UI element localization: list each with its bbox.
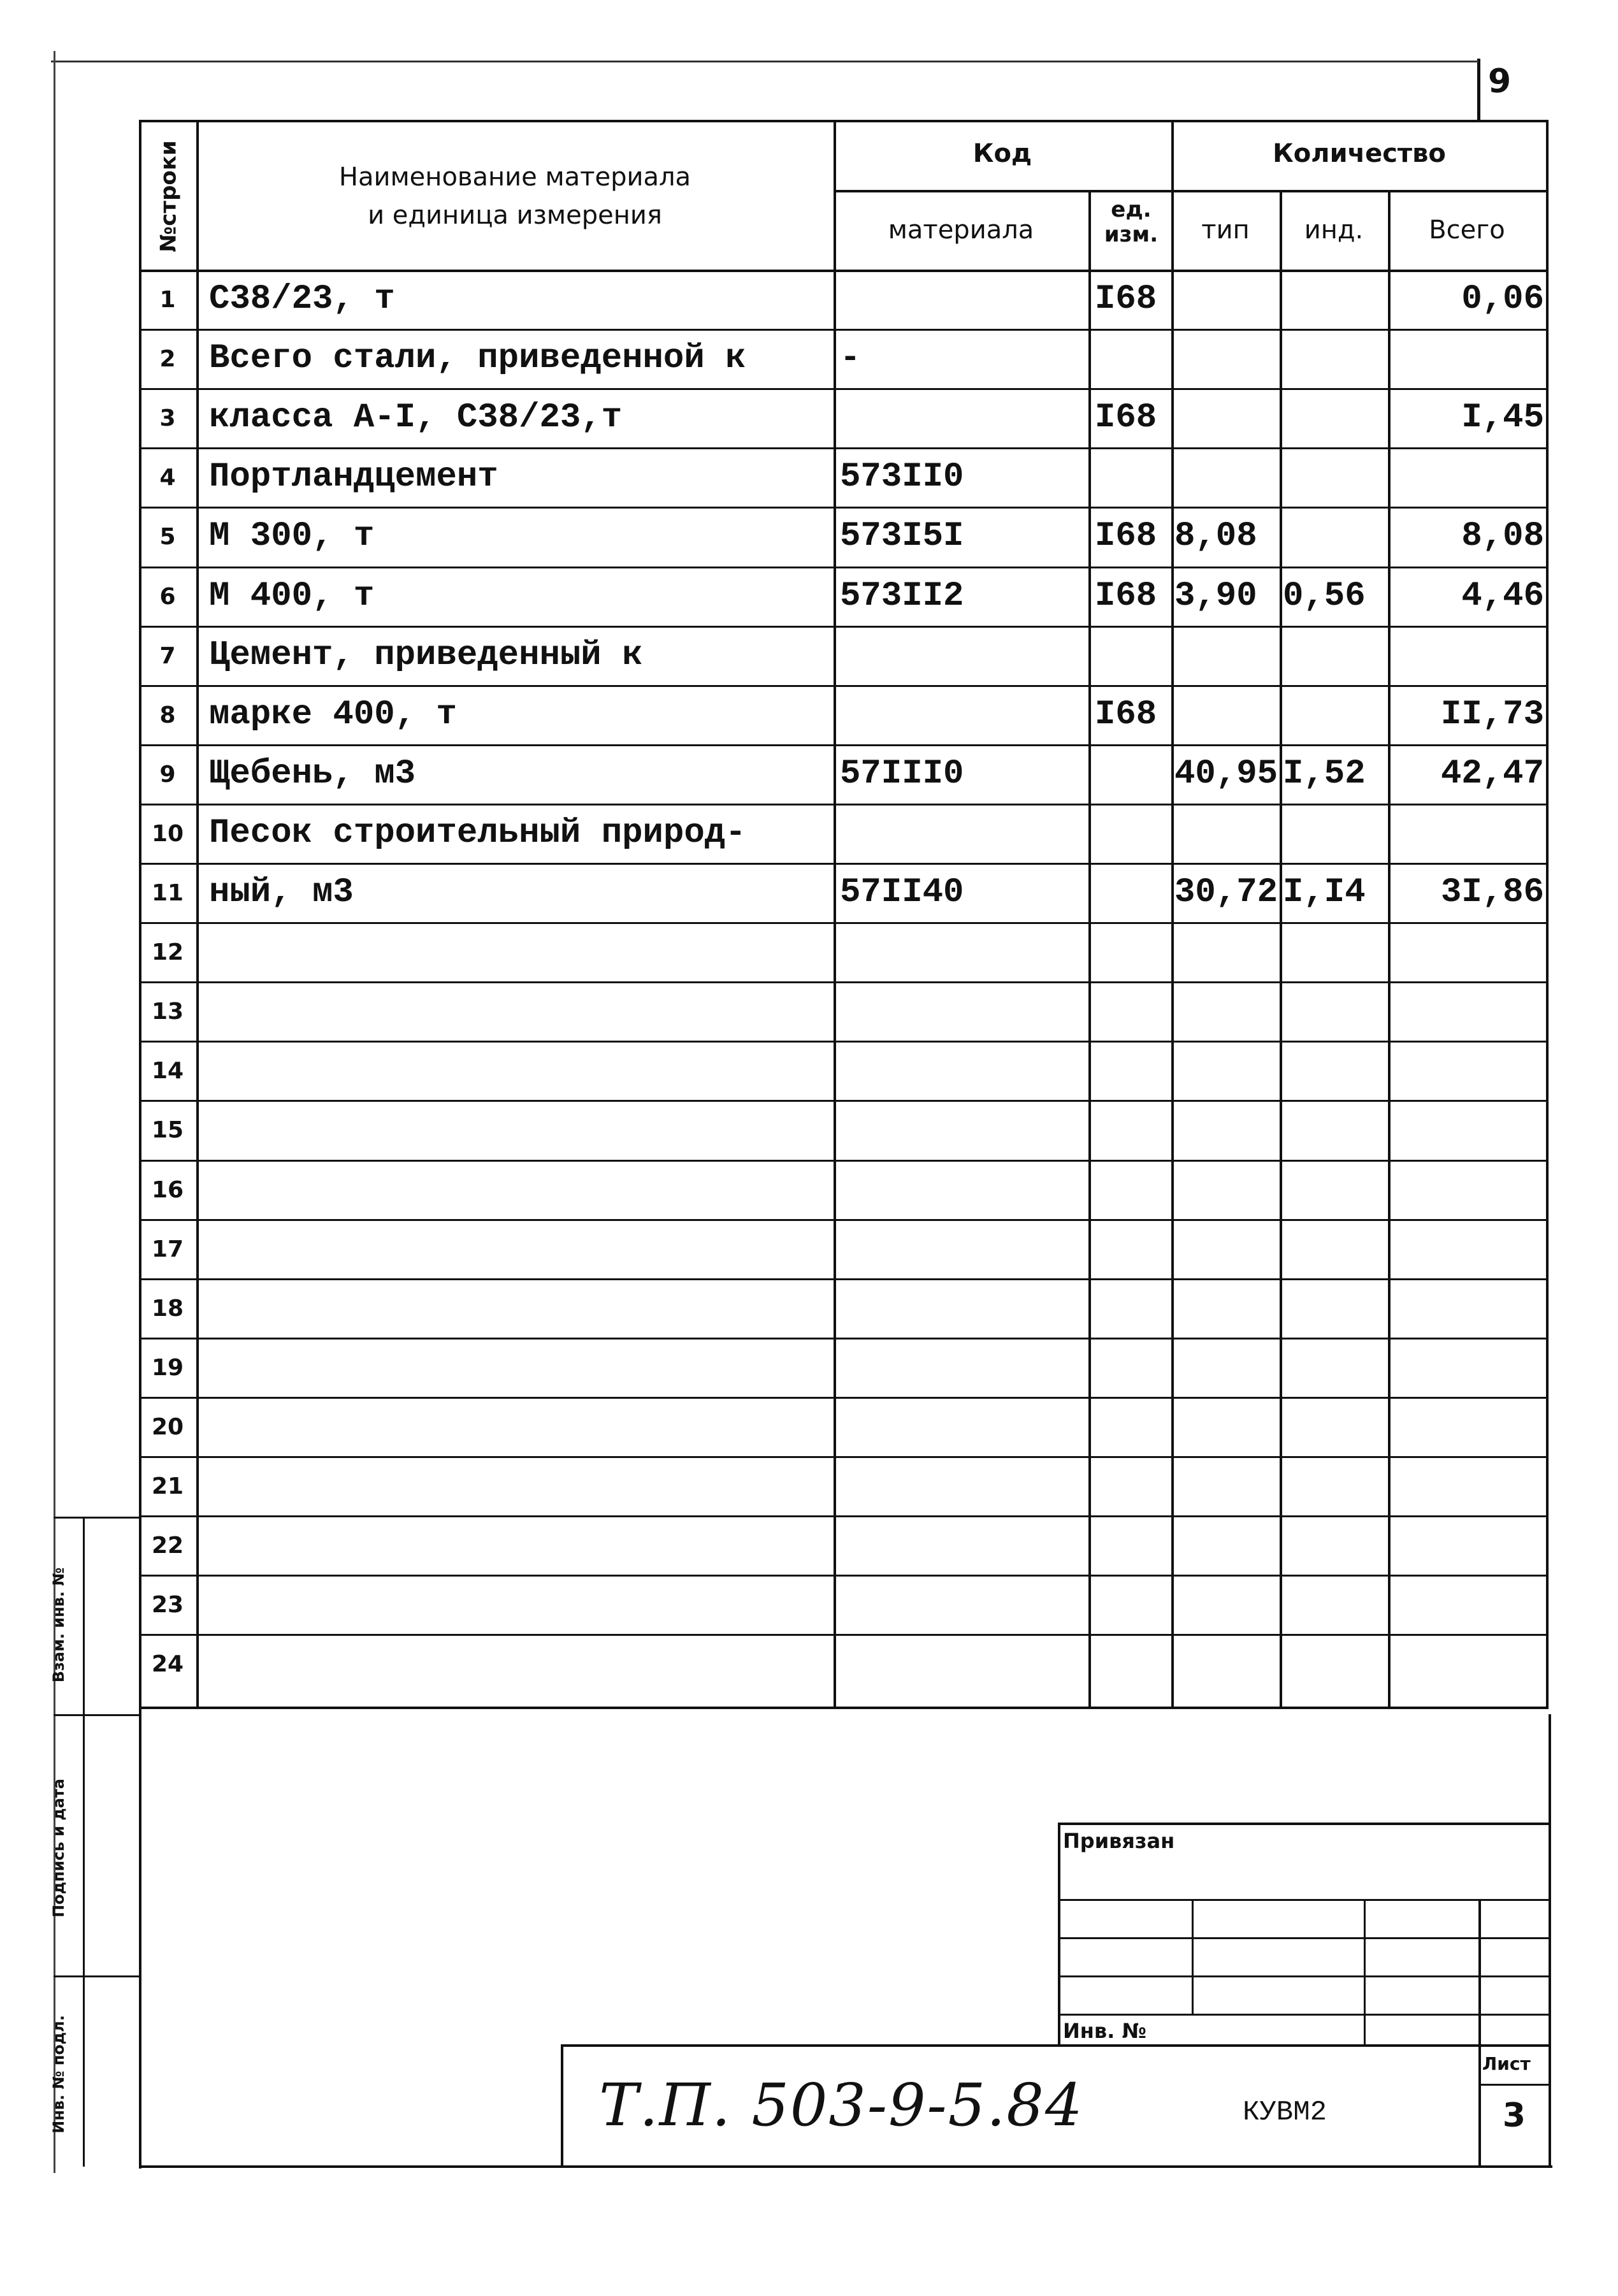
header-code: Код (972, 139, 1032, 168)
cell-n: 16 (151, 1176, 184, 1203)
stamp-bound-label: Привязан (1063, 1829, 1175, 1853)
stamp-vline-1 (1058, 1823, 1060, 2044)
cell-n: 21 (151, 1473, 184, 1499)
stamp-vline-5 (561, 2044, 563, 2167)
cell-n: 20 (151, 1413, 184, 1440)
cell-name: Песок строительный природ- (209, 813, 746, 853)
page-number: 9 (1488, 62, 1512, 101)
side-strip-line (83, 1517, 85, 2167)
cell-name: C38/23, т (209, 280, 395, 319)
cell-total: 3I,86 (1440, 873, 1544, 912)
cell-unit: I68 (1095, 517, 1157, 556)
table-row (139, 1100, 1549, 1159)
table-row (139, 804, 1549, 863)
table-row (139, 1397, 1549, 1456)
table-row (139, 1456, 1549, 1515)
cell-name: Щебень, м3 (209, 754, 416, 793)
cell-unit: I68 (1095, 398, 1157, 438)
cell-n: 12 (151, 939, 184, 966)
cell-name: марке 400, т (209, 695, 457, 734)
cell-total: II,73 (1440, 695, 1544, 734)
cell-name: М 400, т (209, 576, 375, 616)
cell-ind: 0,56 (1283, 576, 1366, 616)
table-row (139, 1219, 1549, 1278)
cell-ind: I,52 (1283, 754, 1366, 793)
side-label-top (40, 1549, 78, 1701)
header-name: Наименование материала и единица измерения (338, 162, 691, 230)
cell-n: 24 (151, 1651, 184, 1678)
cell-total: 0,06 (1461, 280, 1544, 319)
stamp-line-4 (1058, 1975, 1550, 1977)
cell-unit: I68 (1095, 280, 1157, 319)
cell-code: 573I5I (840, 517, 964, 556)
table-row (139, 270, 1549, 329)
table-row (139, 1634, 1549, 1693)
cell-n: 5 (159, 524, 176, 551)
cell-total: 42,47 (1440, 754, 1544, 793)
side-strip-div1 (54, 1714, 139, 1716)
table-row (139, 447, 1549, 507)
cell-n: 23 (151, 1592, 184, 1619)
table-row (139, 626, 1549, 685)
cell-code: 573II2 (840, 576, 964, 616)
table-row (139, 981, 1549, 1041)
table-row (139, 1338, 1549, 1397)
cell-n: 7 (159, 642, 176, 669)
document-mark: КУВМ2 (1243, 2097, 1327, 2128)
table-row (139, 1515, 1549, 1575)
side-strip-top (54, 1517, 139, 1519)
stamp-line-7 (1478, 2084, 1550, 2086)
table-row (139, 1575, 1549, 1634)
cell-total: I,45 (1461, 398, 1544, 438)
cell-n: 22 (151, 1533, 184, 1559)
table-bottom-border (139, 1707, 1549, 1709)
materials-table (139, 120, 1549, 1713)
cell-n: 18 (151, 1295, 184, 1322)
sheet-label: Лист (1482, 2053, 1531, 2074)
cell-n: 15 (151, 1117, 184, 1144)
cell-name: Портландцемент (209, 458, 498, 497)
stamp-line-6 (561, 2044, 1550, 2047)
cell-typ: 40,95 (1174, 754, 1278, 793)
header-code-material: материала (888, 215, 1034, 245)
cell-n: 9 (159, 761, 176, 788)
table-row (139, 388, 1549, 447)
cell-name: Цемент, приведенный к (209, 635, 643, 675)
cell-name: Всего стали, приведенной к (209, 339, 746, 379)
table-row (139, 863, 1549, 922)
stamp-vline-2 (1192, 1899, 1194, 2014)
header-code-unit: ед. изм. (1104, 197, 1159, 248)
header-row-number (147, 133, 191, 260)
table-row (139, 567, 1549, 626)
cell-total: 4,46 (1461, 576, 1544, 616)
header-qty-ind: инд. (1304, 215, 1364, 245)
cell-unit: I68 (1095, 576, 1157, 616)
side-label-bottom (40, 1988, 78, 2160)
cell-n: 17 (151, 1236, 184, 1262)
header-row-number-label: №строки (156, 140, 182, 252)
side-label-middle (40, 1733, 78, 1963)
cell-typ: 30,72 (1174, 873, 1278, 912)
table-top-border (139, 120, 1549, 122)
stamp-line-3 (1058, 1937, 1550, 1939)
cell-n: 3 (159, 405, 176, 432)
header-subline (834, 190, 1549, 192)
header-qty-type: тип (1201, 215, 1250, 245)
cell-typ: 3,90 (1174, 576, 1257, 616)
side-label-top-text: Взам. инв. № (50, 1567, 68, 1683)
cell-n: 6 (159, 583, 176, 610)
table-row (139, 1041, 1549, 1100)
cell-ind: I,I4 (1283, 873, 1366, 912)
cell-name: М 300, т (209, 517, 375, 556)
table-row (139, 922, 1549, 981)
cell-name: ный, м3 (209, 873, 354, 912)
cell-code: 573II0 (840, 458, 964, 497)
stamp-line-2 (1058, 1899, 1550, 1901)
cell-n: 8 (159, 702, 176, 728)
cell-n: 4 (159, 465, 176, 491)
table-row (139, 744, 1549, 804)
side-label-bottom-text: Инв. № подл. (50, 2015, 68, 2134)
header-quantity: Количество (1273, 139, 1446, 168)
cell-name: класса A-I, C38/23,т (209, 398, 623, 438)
sheet-number: 3 (1502, 2097, 1526, 2135)
header-qty-total: Всего (1429, 215, 1505, 245)
cell-n: 11 (151, 880, 184, 906)
cell-typ: 8,08 (1174, 517, 1257, 556)
document-code: Т.П. 503-9-5.84 (599, 2071, 1084, 2139)
cell-n: 19 (151, 1354, 184, 1381)
cell-code: 57III0 (840, 754, 964, 793)
table-row (139, 685, 1549, 744)
cell-n: 14 (151, 1058, 184, 1085)
stamp-line-1 (1058, 1823, 1550, 1825)
side-label-middle-text: Подпись и дата (50, 1779, 68, 1917)
table-row (139, 329, 1549, 388)
cell-code: 57II40 (840, 873, 964, 912)
stamp-vline-3 (1364, 1899, 1366, 2044)
table-row (139, 1160, 1549, 1219)
page-number-divider (1477, 59, 1480, 122)
cell-code: - (840, 339, 861, 379)
table-row (139, 507, 1549, 566)
stamp-inv-label: Инв. № (1063, 2019, 1146, 2043)
cell-n: 10 (151, 820, 184, 847)
cell-n: 1 (159, 287, 176, 313)
cell-unit: I68 (1095, 695, 1157, 734)
stamp-line-5 (1058, 2014, 1550, 2016)
frame-top-line (51, 61, 1478, 62)
table-row (139, 1278, 1549, 1338)
frame-bottom-line (139, 2165, 1552, 2168)
cell-n: 13 (151, 999, 184, 1025)
cell-n: 2 (159, 346, 176, 373)
cell-total: 8,08 (1461, 517, 1544, 556)
side-strip-div2 (54, 1975, 139, 1977)
